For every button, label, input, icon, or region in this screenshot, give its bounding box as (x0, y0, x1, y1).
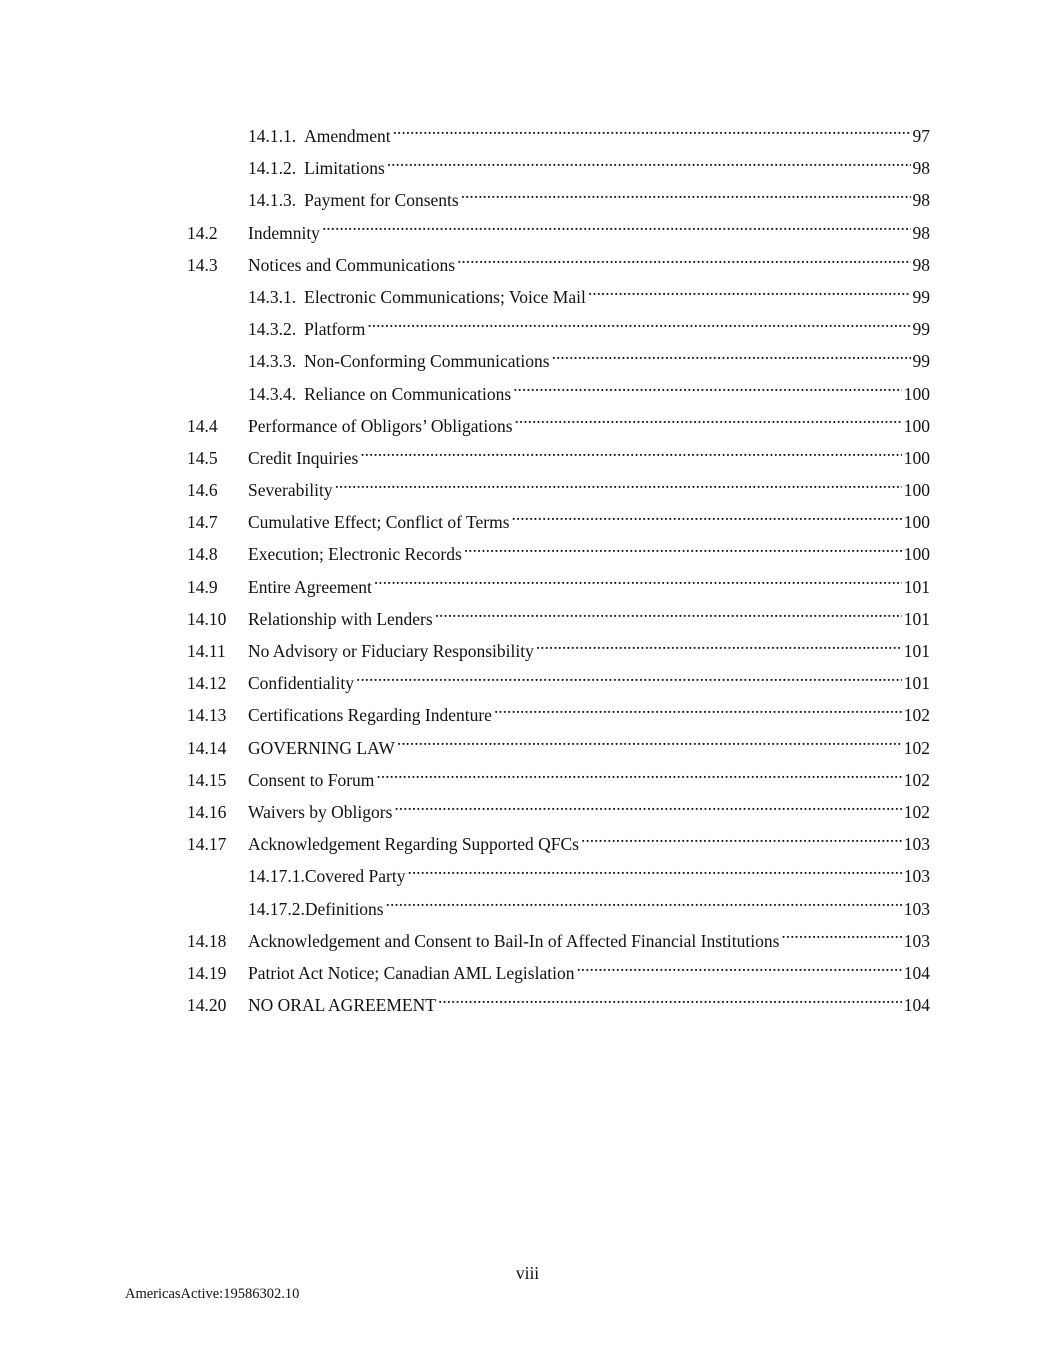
toc-title (248, 667, 354, 699)
toc-entry-body (248, 217, 930, 249)
toc-page-number: 98 (912, 254, 930, 275)
toc-title (248, 474, 333, 506)
toc-section-number: 14.20 (187, 995, 227, 1016)
toc-entry-body (248, 989, 930, 1021)
toc-title (248, 925, 779, 957)
toc-entry (0, 635, 1055, 667)
toc-title (248, 152, 385, 184)
toc-title-text: Performance of Obligors’ Obligations (248, 415, 513, 436)
toc-title-text: Amendment (304, 126, 391, 146)
toc-entry-body (248, 635, 930, 667)
toc-section-number: 14.19 (187, 962, 227, 983)
toc-dot-leader (515, 414, 902, 432)
toc-entry (0, 506, 1055, 538)
toc-section-number: 14.17 (187, 834, 227, 855)
toc-dot-leader (397, 736, 902, 754)
toc-title (248, 603, 433, 635)
toc-title (248, 249, 455, 281)
toc-title-text: Execution; Electronic Records (248, 544, 462, 565)
toc-entry (0, 571, 1055, 603)
toc-title (248, 957, 574, 989)
toc-section-number: 14.18 (187, 930, 227, 951)
toc-entry-body (248, 474, 930, 506)
toc-title (248, 120, 391, 152)
toc-subsection-number: 14.3.2. (248, 319, 297, 340)
toc-title-text: Reliance on Communications (304, 383, 512, 404)
toc-entry (0, 249, 1055, 281)
toc-entry (0, 925, 1055, 957)
toc-dot-leader (386, 897, 902, 915)
toc-subsection-number: 14.3.4. (248, 383, 297, 404)
toc-entry-body (248, 442, 930, 474)
toc-title-text: Confidentiality (248, 673, 354, 694)
toc-title-text: Acknowledgement and Consent to Bail-In of Affected Financial Institutions (248, 930, 780, 951)
toc-section-number: 14.8 (187, 544, 218, 565)
toc-title-text: Patriot Act Notice; Canadian AML Legislation (248, 962, 575, 983)
toc-entry (0, 828, 1055, 860)
toc-dot-leader (581, 833, 902, 851)
toc-page-number: 101 (903, 608, 930, 629)
toc-entry (0, 217, 1055, 249)
toc-dot-leader (360, 446, 901, 464)
toc-subsection-number: 14.3.3. (248, 351, 297, 372)
toc-title (248, 184, 459, 216)
toc-entry (0, 732, 1055, 764)
toc-title (248, 345, 550, 377)
toc-title (248, 893, 384, 925)
toc-title-text: Payment for Consents (304, 190, 459, 211)
toc-entry (0, 120, 1055, 152)
toc-page-number: 103 (903, 898, 930, 919)
toc-title (248, 732, 395, 764)
toc-page-number: 104 (903, 962, 930, 983)
toc-entry-body (248, 957, 930, 989)
toc-dot-leader (367, 318, 910, 336)
toc-page-number: 99 (912, 319, 930, 340)
toc-page-number: 101 (903, 576, 930, 597)
toc-title (248, 699, 492, 731)
toc-entry-body (248, 796, 930, 828)
toc-title-text: Entire Agreement (248, 576, 372, 597)
toc-entry (0, 410, 1055, 442)
toc-entry-body (248, 249, 930, 281)
toc-page-number: 100 (903, 383, 930, 404)
toc-section-number: 14.15 (187, 769, 227, 790)
toc-subsection-number: 14.17.1. (248, 866, 305, 887)
toc-title (248, 313, 365, 345)
toc-page-number: 98 (912, 222, 930, 243)
toc-dot-leader (387, 157, 911, 175)
toc-dot-leader (588, 285, 911, 303)
toc-page-number: 100 (903, 544, 930, 565)
toc-entry (0, 667, 1055, 699)
toc-section-number: 14.9 (187, 576, 218, 597)
toc-entry-body (248, 603, 930, 635)
toc-entry (0, 281, 1055, 313)
toc-entry (0, 152, 1055, 184)
toc-entry-body (248, 184, 930, 216)
toc-entry-body (248, 281, 930, 313)
toc-page-number: 102 (903, 801, 930, 822)
toc-entry (0, 313, 1055, 345)
toc-dot-leader (576, 961, 901, 979)
toc-title-text: Credit Inquiries (248, 447, 359, 468)
toc-title-text: Consent to Forum (248, 769, 375, 790)
toc-entry-body (248, 893, 930, 925)
toc-subsection-number: 14.1.3. (248, 190, 297, 211)
toc-dot-leader (393, 125, 911, 143)
toc-dot-leader (781, 929, 901, 947)
toc-page-number: 103 (903, 930, 930, 951)
toc-title-text: Waivers by Obligors (248, 801, 393, 822)
toc-entry-body (248, 860, 930, 892)
toc-page-number: 100 (903, 512, 930, 533)
toc-title-text: Acknowledgement Regarding Supported QFCs (248, 834, 579, 855)
toc-entry-body (248, 732, 930, 764)
toc-page-number: 100 (903, 447, 930, 468)
toc-entry (0, 378, 1055, 410)
toc-page-number: 103 (903, 834, 930, 855)
toc-dot-leader (435, 607, 902, 625)
toc-entry-body (248, 699, 930, 731)
toc-dot-leader (438, 994, 902, 1012)
toc-entry-body (248, 538, 930, 570)
toc-title-text: Indemnity (248, 222, 320, 243)
toc-dot-leader (461, 189, 911, 207)
toc-section-number: 14.3 (187, 254, 218, 275)
toc-entry-body (248, 828, 930, 860)
toc-page-number: 102 (903, 705, 930, 726)
toc-dot-leader (464, 543, 902, 561)
toc-entry (0, 442, 1055, 474)
toc-entry-body (248, 120, 930, 152)
toc-page-number: 104 (903, 995, 930, 1016)
toc-dot-leader (335, 479, 902, 497)
toc-title (248, 378, 511, 410)
toc-dot-leader (513, 382, 902, 400)
toc-subsection-number: 14.1.1. (248, 126, 297, 146)
toc-section-number: 14.12 (187, 673, 227, 694)
toc-subsection-number: 14.1.2. (248, 158, 297, 179)
toc-dot-leader (374, 575, 902, 593)
toc-page-number: 100 (903, 415, 930, 436)
toc-entry (0, 989, 1055, 1021)
table-of-contents (0, 120, 1055, 1021)
toc-title (248, 828, 579, 860)
toc-title (248, 989, 436, 1021)
toc-title-text: Platform (304, 319, 366, 340)
toc-page-number: 98 (912, 158, 930, 179)
toc-dot-leader (494, 704, 902, 722)
page-number: viii (515, 1263, 540, 1283)
toc-entry-body (248, 764, 930, 796)
toc-entry (0, 603, 1055, 635)
toc-section-number: 14.13 (187, 705, 227, 726)
toc-page-number: 98 (912, 190, 930, 211)
toc-title-text: NO ORAL AGREEMENT (248, 995, 436, 1016)
toc-entry-body (248, 313, 930, 345)
toc-dot-leader (376, 768, 901, 786)
toc-title (248, 571, 372, 603)
toc-title (248, 442, 358, 474)
toc-page-number: 101 (903, 673, 930, 694)
toc-title-text: Cumulative Effect; Conflict of Terms (248, 512, 510, 533)
toc-subsection-number: 14.3.1. (248, 286, 297, 307)
toc-title-text: Certifications Regarding Indenture (248, 705, 492, 726)
toc-title (248, 506, 510, 538)
toc-entry-body (248, 667, 930, 699)
toc-title (248, 860, 405, 892)
toc-section-number: 14.14 (187, 737, 227, 758)
toc-dot-leader (356, 672, 902, 690)
toc-section-number: 14.4 (187, 415, 218, 436)
toc-title-text: GOVERNING LAW (248, 737, 395, 758)
toc-entry (0, 345, 1055, 377)
toc-title (248, 281, 586, 313)
toc-entry (0, 538, 1055, 570)
toc-dot-leader (536, 640, 902, 658)
toc-title-text: Covered Party (304, 866, 406, 887)
toc-section-number: 14.2 (187, 222, 218, 243)
toc-title-text: Definitions (304, 898, 384, 919)
toc-section-number: 14.5 (187, 447, 218, 468)
toc-section-number: 14.6 (187, 480, 218, 501)
toc-title (248, 538, 462, 570)
toc-entry (0, 893, 1055, 925)
toc-entry (0, 699, 1055, 731)
toc-page-number: 99 (912, 286, 930, 307)
toc-dot-leader (457, 253, 910, 271)
toc-entry (0, 184, 1055, 216)
toc-title-text: Notices and Communications (248, 254, 456, 275)
toc-page-number: 99 (912, 351, 930, 372)
toc-section-number: 14.11 (187, 641, 226, 661)
document-id: AmericasActive:19586302.10 (125, 1286, 300, 1302)
toc-page-number: 101 (903, 641, 930, 661)
toc-title-text: No Advisory or Fiduciary Responsibility (248, 641, 534, 661)
toc-section-number: 14.16 (187, 801, 227, 822)
toc-entry-body (248, 925, 930, 957)
toc-title (248, 217, 320, 249)
toc-section-number: 14.7 (187, 512, 218, 533)
toc-dot-leader (407, 865, 901, 883)
toc-dot-leader (322, 221, 911, 239)
toc-dot-leader (552, 350, 911, 368)
toc-title (248, 635, 534, 667)
toc-entry-body (248, 378, 930, 410)
toc-entry-body (248, 152, 930, 184)
toc-entry-body (248, 571, 930, 603)
toc-entry-body (248, 345, 930, 377)
toc-page-number: 103 (903, 866, 930, 887)
toc-entry (0, 764, 1055, 796)
toc-dot-leader (394, 800, 901, 818)
toc-page-number: 100 (903, 480, 930, 501)
toc-entry-body (248, 506, 930, 538)
toc-dot-leader (512, 511, 902, 529)
toc-title-text: Limitations (304, 158, 385, 179)
toc-title-text: Relationship with Lenders (248, 608, 433, 629)
toc-entry-body (248, 410, 930, 442)
toc-title (248, 796, 392, 828)
toc-title-text: Severability (248, 480, 333, 501)
toc-title-text: Electronic Communications; Voice Mail (304, 286, 586, 307)
toc-entry (0, 860, 1055, 892)
toc-section-number: 14.10 (187, 608, 227, 629)
toc-entry (0, 474, 1055, 506)
toc-title-text: Non-Conforming Communications (304, 351, 550, 372)
toc-title (248, 764, 374, 796)
toc-entry (0, 796, 1055, 828)
toc-page-number: 97 (912, 126, 930, 146)
toc-page-number: 102 (903, 737, 930, 758)
toc-subsection-number: 14.17.2. (248, 898, 305, 919)
toc-title (248, 410, 513, 442)
toc-page-number: 102 (903, 769, 930, 790)
toc-entry (0, 957, 1055, 989)
